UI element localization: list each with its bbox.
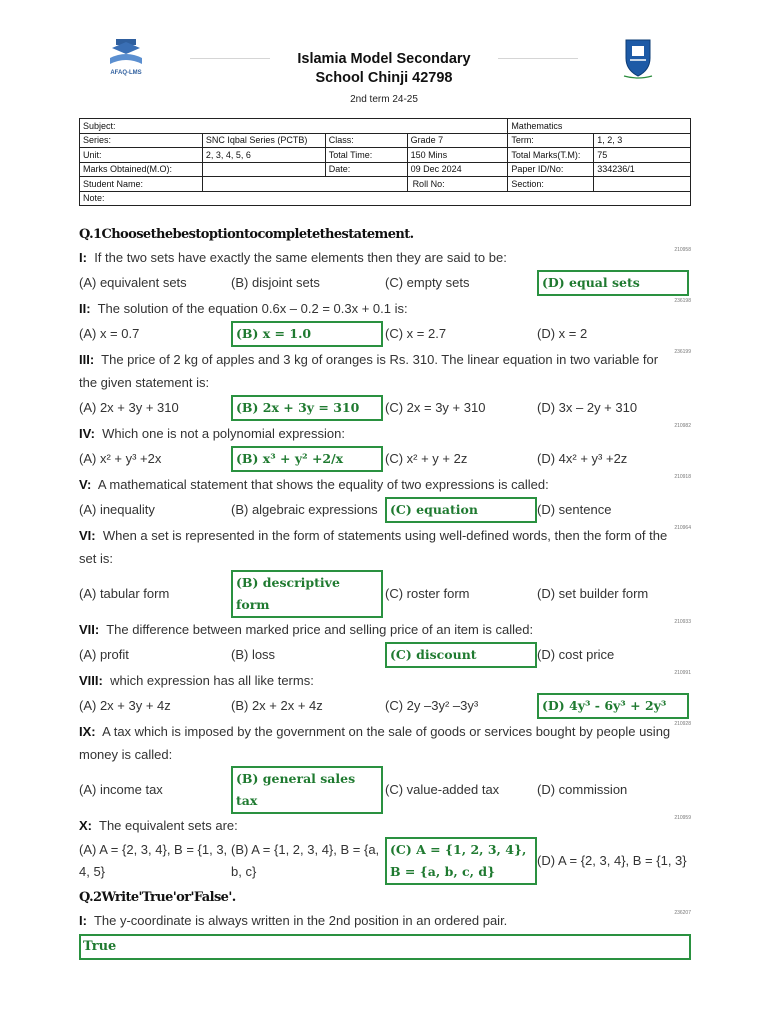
date-value: 09 Dec 2024 bbox=[407, 162, 508, 177]
question-id: 210918 bbox=[674, 474, 691, 480]
question-stem bbox=[79, 669, 691, 692]
option-text: (A) inequality bbox=[79, 502, 155, 517]
option-d[interactable] bbox=[537, 837, 691, 885]
unit-label: Unit: bbox=[80, 148, 203, 163]
question-text: Which one is not a polynomial expression: bbox=[102, 426, 345, 441]
option-c[interactable] bbox=[385, 394, 537, 422]
question-stem bbox=[79, 814, 691, 837]
option-text: (A) x² + y³ +2x bbox=[79, 451, 162, 466]
date-label: Date: bbox=[325, 162, 407, 177]
question-id: 210958 bbox=[674, 247, 691, 253]
option-text: (C) x = 2.7 bbox=[385, 326, 447, 341]
question-text: The difference between marked price and selling price of an item is called: bbox=[106, 622, 534, 637]
afaq-lms-logo bbox=[104, 36, 148, 76]
question-stem bbox=[79, 348, 691, 394]
question-id: 236199 bbox=[674, 349, 691, 355]
q1-list bbox=[79, 246, 691, 885]
options-row bbox=[79, 445, 691, 473]
option-text: (A) tabular form bbox=[79, 586, 170, 601]
unit-value: 2, 3, 4, 5, 6 bbox=[202, 148, 325, 163]
option-text: (C) empty sets bbox=[385, 275, 470, 290]
option-d[interactable] bbox=[537, 320, 691, 348]
subject-value: Mathematics bbox=[508, 119, 691, 134]
question-id: 236207 bbox=[674, 910, 691, 916]
correct-answer: (C) equation bbox=[385, 497, 537, 523]
class-value: Grade 7 bbox=[407, 133, 508, 148]
question-text: If the two sets have exactly the same elements then they are said to be: bbox=[94, 250, 507, 265]
option-text: (D) 3x – 2y + 310 bbox=[537, 400, 638, 415]
true-false-answer[interactable]: True bbox=[79, 934, 691, 960]
option-text: (D) sentence bbox=[537, 502, 612, 517]
correct-answer: (B) general sales tax bbox=[231, 766, 383, 814]
options-row bbox=[79, 692, 691, 720]
correct-answer: (D) equal sets bbox=[537, 270, 689, 296]
option-d[interactable] bbox=[537, 269, 691, 297]
question-id: 210982 bbox=[674, 423, 691, 429]
option-text: (D) 4x² + y³ +2z bbox=[537, 451, 628, 466]
correct-answer: (B) x³ + y² +2/x bbox=[231, 446, 383, 472]
question-text: The solution of the equation 0.6x – 0.2 = 0.3x + 0.1 is: bbox=[97, 301, 408, 316]
option-b[interactable] bbox=[231, 496, 385, 524]
option-text: (A) x = 0.7 bbox=[79, 326, 140, 341]
question-number: X: bbox=[79, 818, 92, 833]
options-row bbox=[79, 394, 691, 422]
option-d[interactable] bbox=[537, 570, 691, 618]
header-rule-left bbox=[190, 58, 270, 59]
option-b[interactable] bbox=[231, 692, 385, 720]
option-a[interactable] bbox=[79, 692, 231, 720]
correct-answer: (B) x = 1.0 bbox=[231, 321, 383, 347]
question-number: VII: bbox=[79, 622, 100, 637]
q2-heading: Q.2Write'True'or'False'. bbox=[79, 890, 236, 905]
question-number: IX: bbox=[79, 724, 96, 739]
school-crest-icon bbox=[620, 36, 656, 80]
option-a[interactable] bbox=[79, 269, 231, 297]
option-c[interactable] bbox=[385, 445, 537, 473]
options-row bbox=[79, 837, 691, 885]
option-d[interactable] bbox=[537, 496, 691, 524]
option-text: (D) set builder form bbox=[537, 586, 649, 601]
option-b[interactable] bbox=[231, 570, 385, 618]
roll-label: Roll No: bbox=[407, 177, 508, 192]
options-row bbox=[79, 496, 691, 524]
correct-answer: (B) 2x + 3y = 310 bbox=[231, 395, 383, 421]
option-d[interactable] bbox=[537, 445, 691, 473]
section-value bbox=[594, 177, 691, 192]
time-label: Total Time: bbox=[325, 148, 407, 163]
option-text: (A) profit bbox=[79, 647, 129, 662]
school-title bbox=[270, 50, 498, 88]
correct-answer: (C) discount bbox=[385, 642, 537, 668]
option-a[interactable] bbox=[79, 320, 231, 348]
q1-heading: Q.1Choosethebestoptiontocompletethestatement. bbox=[79, 227, 414, 242]
paper-label: Paper ID/No: bbox=[508, 162, 594, 177]
term-field-label: Term: bbox=[508, 133, 594, 148]
question-id: 236198 bbox=[674, 298, 691, 304]
options-row bbox=[79, 766, 691, 814]
option-d[interactable] bbox=[537, 692, 691, 720]
correct-answer: (B) descriptive form bbox=[231, 570, 383, 618]
questions bbox=[79, 224, 691, 960]
question-stem bbox=[79, 297, 691, 320]
option-b[interactable] bbox=[231, 641, 385, 669]
question-stem bbox=[79, 473, 691, 496]
question-stem bbox=[79, 422, 691, 445]
time-value: 150 Mins bbox=[407, 148, 508, 163]
options-row bbox=[79, 570, 691, 618]
question-number: II: bbox=[79, 301, 91, 316]
option-b[interactable] bbox=[231, 320, 385, 348]
option-c[interactable] bbox=[385, 837, 537, 885]
option-text: (B) loss bbox=[231, 647, 276, 662]
term-label: 2nd term 24-25 bbox=[350, 94, 418, 105]
subject-label: Subject: bbox=[80, 119, 508, 134]
class-label: Class: bbox=[325, 133, 407, 148]
paper-value: 334236/1 bbox=[594, 162, 691, 177]
option-text: (B) disjoint sets bbox=[231, 275, 320, 290]
question-number: IV: bbox=[79, 426, 95, 441]
question-stem bbox=[79, 524, 691, 570]
logo-text: AFAQ-LMS bbox=[110, 70, 142, 76]
option-text: (A) 2x + 3y + 310 bbox=[79, 400, 179, 415]
option-text: (C) roster form bbox=[385, 586, 470, 601]
option-text: (D) A = {2, 3, 4}, B = {1, 3} bbox=[537, 853, 687, 868]
question-text: The equivalent sets are: bbox=[99, 818, 238, 833]
option-c[interactable] bbox=[385, 269, 537, 297]
option-b[interactable] bbox=[231, 394, 385, 422]
option-b[interactable] bbox=[231, 766, 385, 814]
option-text: (D) cost price bbox=[537, 647, 615, 662]
school-line-2: School Chinji 42798 bbox=[315, 70, 453, 86]
marks-value: 75 bbox=[594, 148, 691, 163]
section-label: Section: bbox=[508, 177, 594, 192]
question-number: III: bbox=[79, 352, 95, 367]
question-number: I: bbox=[79, 913, 87, 928]
option-text: (A) income tax bbox=[79, 782, 163, 797]
question-number: I: bbox=[79, 250, 87, 265]
option-d[interactable] bbox=[537, 641, 691, 669]
question-id: 210964 bbox=[674, 525, 691, 531]
option-text: (D) commission bbox=[537, 782, 628, 797]
paper-info-table bbox=[79, 118, 691, 206]
student-value bbox=[202, 177, 407, 192]
question-number: VI: bbox=[79, 528, 96, 543]
series-label: Series: bbox=[80, 133, 203, 148]
option-b[interactable] bbox=[231, 445, 385, 473]
question-id: 210933 bbox=[674, 619, 691, 625]
question-id: 210928 bbox=[674, 721, 691, 727]
option-a[interactable] bbox=[79, 766, 231, 814]
paper-header bbox=[0, 0, 768, 112]
question-stem bbox=[79, 909, 691, 932]
option-text: (B) algebraic expressions bbox=[231, 502, 378, 517]
option-text: (C) 2y –3y² –3y³ bbox=[385, 698, 479, 713]
q2-list bbox=[79, 909, 691, 960]
option-text: (B) 2x + 2x + 4z bbox=[231, 698, 323, 713]
question-stem bbox=[79, 246, 691, 269]
option-a[interactable] bbox=[79, 641, 231, 669]
question-text: When a set is represented in the form of statements using well-defined words, then the form of the set is: bbox=[79, 528, 668, 566]
question-id: 210959 bbox=[674, 815, 691, 821]
option-text: (C) 2x = 3y + 310 bbox=[385, 400, 486, 415]
option-d[interactable] bbox=[537, 766, 691, 814]
series-value: SNC Iqbal Series (PCTB) bbox=[202, 133, 325, 148]
option-c[interactable] bbox=[385, 766, 537, 814]
option-c[interactable] bbox=[385, 570, 537, 618]
option-text: (A) A = {2, 3, 4}, B = {1, 3, 4, 5} bbox=[79, 842, 228, 879]
option-a[interactable] bbox=[79, 837, 231, 885]
option-d[interactable] bbox=[537, 394, 691, 422]
question-stem bbox=[79, 720, 691, 766]
term-field-value: 1, 2, 3 bbox=[594, 133, 691, 148]
question-text: A mathematical statement that shows the equality of two expressions is called: bbox=[97, 477, 549, 492]
correct-answer: (D) 4y³ - 6y³ + 2y³ bbox=[537, 693, 689, 719]
header-rule-right bbox=[498, 58, 578, 59]
question-id: 210991 bbox=[674, 670, 691, 676]
marks-label: Total Marks(T.M): bbox=[508, 148, 594, 163]
option-text: (C) value-added tax bbox=[385, 782, 500, 797]
obtained-label: Marks Obtained(M.O): bbox=[80, 162, 203, 177]
option-text: (A) 2x + 3y + 4z bbox=[79, 698, 171, 713]
question-text: which expression has all like terms: bbox=[110, 673, 314, 688]
options-row bbox=[79, 641, 691, 669]
student-label: Student Name: bbox=[80, 177, 203, 192]
question-text: A tax which is imposed by the government on the sale of goods or services bought by people using money is called: bbox=[79, 724, 671, 762]
options-row bbox=[79, 269, 691, 297]
option-c[interactable] bbox=[385, 641, 537, 669]
option-a[interactable] bbox=[79, 445, 231, 473]
obtained-value bbox=[202, 162, 325, 177]
correct-answer: (C) A = {1, 2, 3, 4}, B = {a, b, c, d} bbox=[385, 837, 537, 885]
option-a[interactable] bbox=[79, 570, 231, 618]
options-row bbox=[79, 320, 691, 348]
question-number: VIII: bbox=[79, 673, 103, 688]
option-text: (D) x = 2 bbox=[537, 326, 588, 341]
option-c[interactable] bbox=[385, 692, 537, 720]
option-a[interactable] bbox=[79, 496, 231, 524]
option-text: (C) x² + y + 2z bbox=[385, 451, 468, 466]
question-text: The y-coordinate is always written in the 2nd position in an ordered pair. bbox=[93, 913, 508, 928]
option-b[interactable] bbox=[231, 269, 385, 297]
option-a[interactable] bbox=[79, 394, 231, 422]
option-text: (B) A = {1, 2, 3, 4}, B = {a, b, c} bbox=[231, 842, 380, 879]
school-line-1: Islamia Model Secondary bbox=[297, 51, 471, 67]
question-number: V: bbox=[79, 477, 92, 492]
note-label: Note: bbox=[80, 191, 691, 206]
option-c[interactable] bbox=[385, 320, 537, 348]
option-text: (A) equivalent sets bbox=[79, 275, 187, 290]
question-stem bbox=[79, 618, 691, 641]
question-text: The price of 2 kg of apples and 3 kg of oranges is Rs. 310. The linear equation in two variable for the given statement is: bbox=[79, 352, 659, 390]
option-b[interactable] bbox=[231, 837, 385, 885]
option-c[interactable] bbox=[385, 496, 537, 524]
